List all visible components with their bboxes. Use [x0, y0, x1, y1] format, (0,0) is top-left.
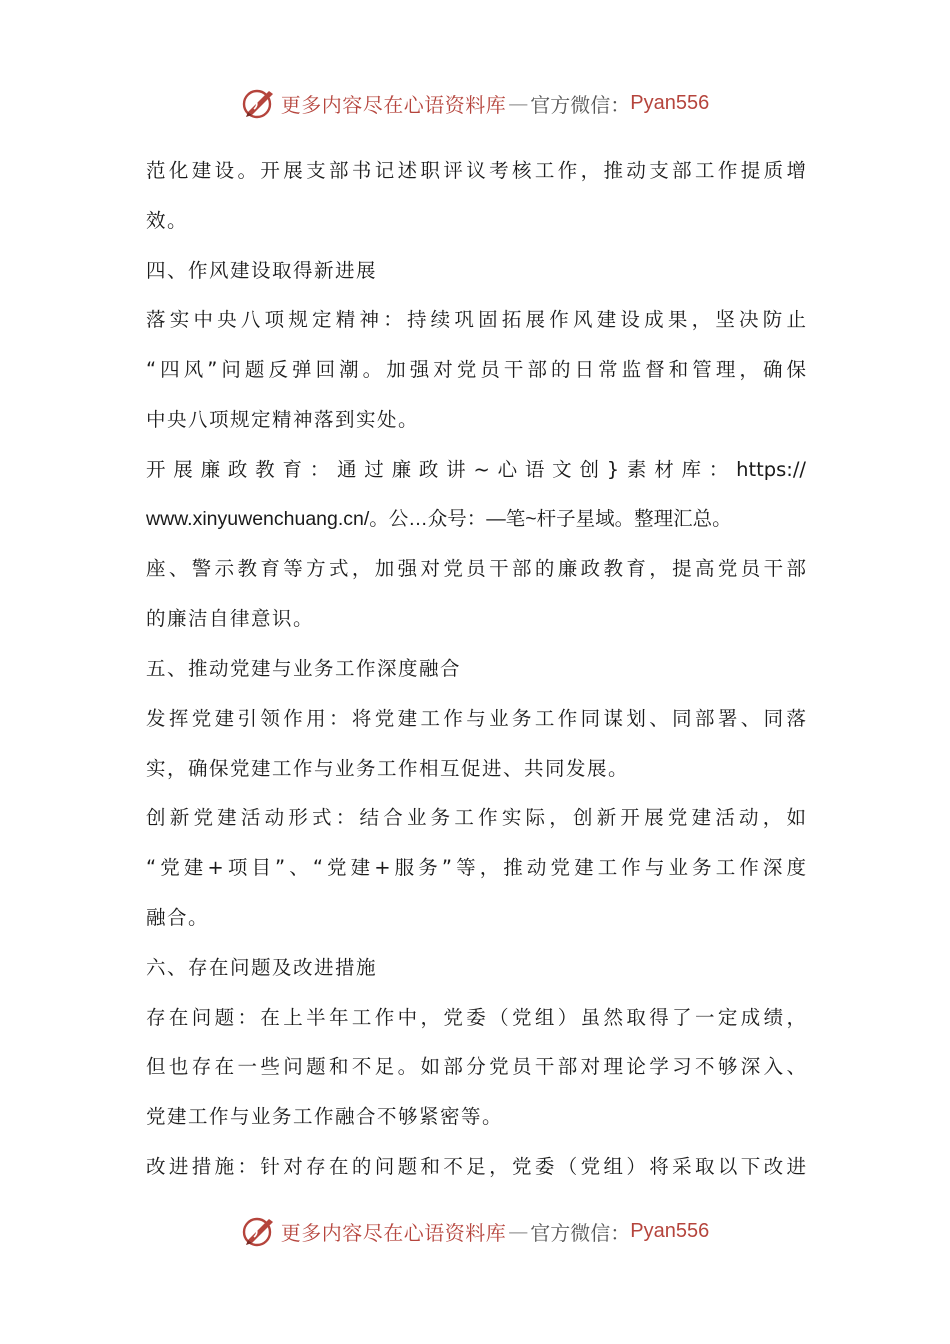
section-heading: 五、推动党建与业务工作深度融合	[146, 656, 462, 680]
banner-wechat-id: Pyan556	[630, 91, 710, 114]
text-line: “党建+项目”、“党建+服务”等，推动党建工作与业务工作深度	[146, 856, 806, 880]
text-line: 落实中央八项规定精神：持续巩固拓展作风建设成果，坚决防止	[146, 308, 806, 332]
text-line: 中央八项规定精神落到实处。	[146, 407, 420, 431]
text-line: 但也存在一些问题和不足。如部分党员干部对理论学习不够深入、	[146, 1055, 806, 1079]
text-line: 实，确保党建工作与业务工作相互促进、共同发展。	[146, 756, 630, 780]
text-line: www.xinyuwenchuang.cn/。公…众号：—笔~杆子星域。整理汇总。	[146, 507, 732, 530]
text-line: “四风”问题反弹回潮。加强对党员干部的日常监督和管理，确保	[146, 358, 806, 382]
text-line: 发挥党建引领作用：将党建工作与业务工作同谋划、同部署、同落	[146, 706, 806, 730]
banner-text: 更多内容尽在心语资料库	[280, 1220, 507, 1245]
section-heading: 四、作风建设取得新进展	[146, 258, 378, 282]
text-line: 座、警示教育等方式，加强对党员干部的廉政教育，提高党员干部	[146, 557, 806, 581]
document-body	[146, 146, 806, 1192]
footer-banner	[0, 1209, 950, 1253]
banner-wechat-label: 官方微信：	[530, 1220, 631, 1245]
text-line: 改进措施：针对存在的问题和不足，党委（党组）将采取以下改进	[146, 1154, 806, 1178]
pen-logo-icon	[241, 1213, 277, 1249]
banner-text: 更多内容尽在心语资料库	[280, 92, 507, 117]
banner-wechat-id: Pyan556	[630, 1219, 710, 1242]
text-line: 开展廉政教育：通过廉政讲~心语文创}素材库：https://	[146, 457, 806, 481]
text-line: 存在问题：在上半年工作中，党委（党组）虽然取得了一定成绩，	[146, 1005, 806, 1029]
text-line: 创新党建活动形式：结合业务工作实际，创新开展党建活动，如	[146, 806, 806, 830]
text-line: 党建工作与业务工作融合不够紧密等。	[146, 1105, 504, 1129]
text-line: 的廉洁自律意识。	[146, 607, 315, 631]
banner-wechat-label: 官方微信：	[530, 92, 631, 117]
pen-logo-icon	[241, 85, 277, 121]
text-line: 融合。	[146, 905, 210, 929]
section-heading: 六、存在问题及改进措施	[146, 955, 378, 979]
header-banner	[0, 81, 950, 125]
banner-dash: —	[508, 91, 529, 115]
text-line: 效。	[146, 208, 189, 232]
banner-dash: —	[508, 1219, 529, 1243]
text-line: 范化建设。开展支部书记述职评议考核工作，推动支部工作提质增	[146, 159, 806, 182]
